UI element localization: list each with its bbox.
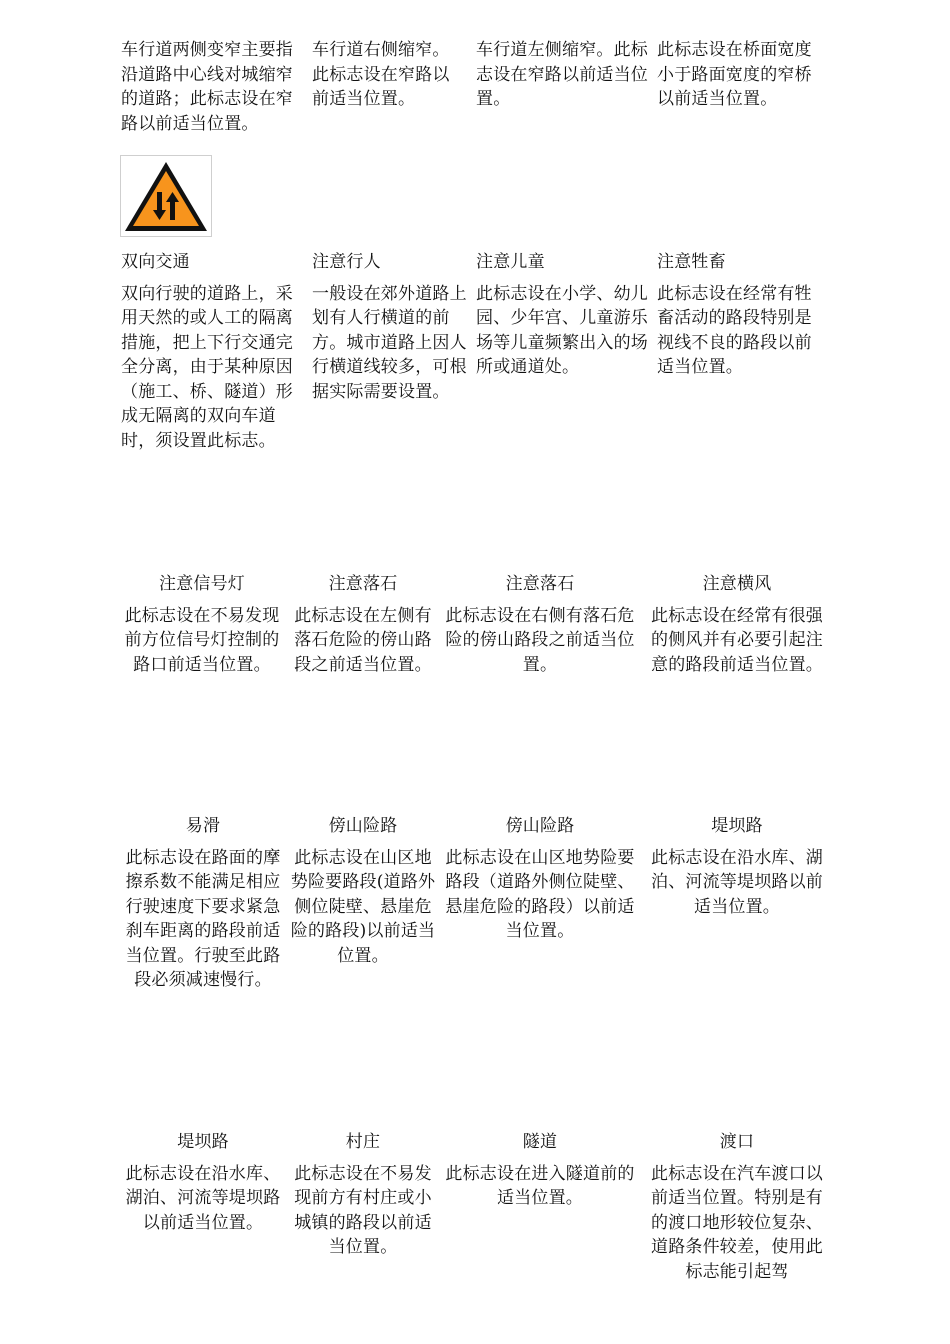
- sign-title: 村庄: [345, 1132, 381, 1152]
- row2-col4: [647, 572, 827, 677]
- row1-col1: [121, 250, 309, 453]
- sign-title: 傍山险路: [328, 816, 398, 836]
- sign-description: 此标志设在桥面宽度小于路面宽度的窄桥以前适当位置。: [657, 40, 812, 109]
- sign-description: 此标志设在不易发现前方有村庄或小城镇的路段以前适当位置。: [294, 1163, 432, 1257]
- row3-col1: [121, 814, 285, 993]
- row0-col4: [657, 38, 825, 112]
- row1-col2: [312, 250, 468, 404]
- sign-description: 此标志设在进入隧道前的适当位置。: [445, 1163, 635, 1208]
- sign-description: 此标志设在路面的摩擦系数不能满足相应行驶速度下要求紧急刹车距离的路段前适当位置。行驶至此路段必须减速慢行。: [125, 847, 281, 990]
- row2-col2: [292, 572, 434, 677]
- sign-description: 此标志设在小学、幼儿园、少年宫、儿童游乐场等儿童频繁出入的场所或通道处。: [476, 283, 648, 377]
- sign-title: 双向交通: [121, 252, 190, 272]
- row0-col3: [476, 38, 650, 112]
- sign-title: 堤坝路: [177, 1132, 229, 1152]
- sign-title: 傍山险路: [505, 816, 575, 836]
- row1-col3: [476, 250, 650, 380]
- row4-col3: [440, 1130, 640, 1211]
- sign-title: 易滑: [185, 816, 221, 836]
- sign-description: 车行道两侧变窄主要指沿道路中心线对城缩窄的道路；此标志设在窄路以前适当位置。: [121, 40, 293, 134]
- sign-description: 此标志设在山区地势险要路段（道路外侧位陡壁、悬崖危险的路段）以前适当位置。: [445, 847, 635, 941]
- row1-col4: [657, 250, 815, 380]
- sign-description: 一般设在郊外道路上划有人行横道的前方。城市道路上因人行横道线较多，可根据实际需要设置。: [312, 283, 467, 402]
- sign-description: 此标志设在山区地势险要路段(道路外侧位陡壁、悬崖危险的路段)以前适当位置。: [290, 847, 436, 966]
- sign-title: 注意信号灯: [159, 574, 245, 594]
- sign-title: 渡口: [719, 1132, 755, 1152]
- row4-col2: [292, 1130, 434, 1260]
- sign-description: 此标志设在左侧有落石危险的傍山路段之前适当位置。: [294, 605, 432, 675]
- sign-title: 注意行人: [312, 252, 381, 272]
- row4-col4: [647, 1130, 827, 1284]
- sign-description: 此标志设在经常有很强的侧风并有必要引起注意的路段前适当位置。: [651, 605, 823, 675]
- sign-description: 车行道右侧缩窄。此标志设在窄路以前适当位置。: [312, 40, 450, 109]
- sign-title: 堤坝路: [711, 816, 763, 836]
- sign-description: 双向行驶的道路上，采用天然的或人工的隔离措施，把上下行交通完全分离，由于某种原因（施工、桥、隧道）形成无隔离的双向车道时，须设置此标志。: [121, 283, 293, 451]
- sign-description: 车行道左侧缩窄。此标志设在窄路以前适当位置。: [476, 40, 648, 109]
- row4-col1: [118, 1130, 288, 1235]
- sign-image-frame: [120, 155, 212, 237]
- sign-description: 此标志设在经常有牲畜活动的路段特别是视线不良的路段以前适当位置。: [657, 283, 812, 377]
- sign-description: 此标志设在沿水库、湖泊、河流等堤坝路以前适当位置。: [651, 847, 823, 917]
- sign-title: 注意落石: [505, 574, 575, 594]
- row3-col4: [647, 814, 827, 919]
- sign-title: 注意儿童: [476, 252, 545, 272]
- sign-description: 此标志设在汽车渡口以前适当位置。特别是有的渡口地形较位复杂、道路条件较差，使用此标志能引起驾: [651, 1163, 823, 1282]
- two-way-traffic-sign-icon: [121, 156, 211, 236]
- sign-description: 此标志设在不易发现前方位信号灯控制的路口前适当位置。: [124, 605, 280, 675]
- sign-title: 注意落石: [328, 574, 398, 594]
- row0-col2: [312, 38, 466, 112]
- sign-title: 注意牲畜: [657, 252, 726, 272]
- row3-col3: [440, 814, 640, 944]
- sign-title: 隧道: [522, 1132, 558, 1152]
- sign-description: 此标志设在沿水库、湖泊、河流等堤坝路以前适当位置。: [125, 1163, 281, 1233]
- sign-description: 此标志设在右侧有落石危险的傍山路段之前适当位置。: [445, 605, 635, 675]
- row0-col1: [121, 38, 306, 136]
- row2-col1: [121, 572, 283, 677]
- sign-title: 注意横风: [702, 574, 772, 594]
- row3-col2: [289, 814, 437, 968]
- row2-col3: [440, 572, 640, 677]
